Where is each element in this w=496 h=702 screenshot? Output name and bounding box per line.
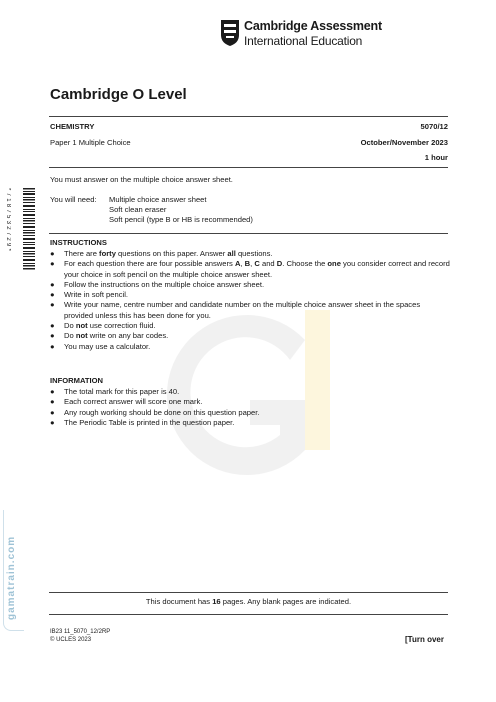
paper-name: Paper 1 Multiple Choice (50, 138, 131, 147)
exam-session: October/November 2023 (360, 138, 448, 147)
information-heading: INFORMATION (50, 376, 104, 385)
page-count-note: This document has 16 pages. Any blank pages are indicated. (145, 597, 352, 606)
list-item: ● Each correct answer will score one mark. (50, 397, 203, 407)
list-item: ● Write your name, centre number and candidate number on the multiple choice answer sheet in the spaces provided unless this has been done for you. (50, 300, 421, 320)
gamatrain-text: gamatrain.com (6, 535, 17, 620)
list-item: ● The Periodic Table is printed in the question paper. (50, 417, 235, 427)
page-title: Cambridge O Level (50, 86, 187, 103)
list-item: ● Do not use correction fluid. (50, 321, 156, 331)
list-item: ● For each question there are four possible answers A, B, C and D. Choose the one you consider correct and record your choice in soft pencil on the multiple choice answer sheet. (50, 259, 450, 279)
list-item: ● There are forty questions on this paper. Answer all questions. (50, 249, 273, 258)
need-label: You will need: (50, 195, 97, 204)
shield-logo-icon (220, 19, 240, 47)
divider (49, 116, 448, 117)
list-item: ● You may use a calculator. (50, 341, 151, 351)
divider (49, 233, 448, 234)
logo-line-1: Cambridge Assessment (244, 19, 382, 33)
need-item: Multiple choice answer sheet (109, 195, 207, 204)
turn-over: [Turn over (405, 635, 444, 644)
barcode-number-text: * 7 1 8 7 5 3 2 7 2 9 * (5, 188, 11, 252)
watermark-bracket (3, 510, 24, 631)
copyright: © UCLES 2023 (50, 637, 92, 643)
list-item: ● The total mark for this paper is 40. (50, 387, 180, 396)
barcode-number (3, 188, 11, 270)
duration: 1 hour (424, 153, 448, 162)
divider (49, 614, 448, 615)
subject: CHEMISTRY (50, 122, 95, 131)
divider (49, 167, 448, 168)
instructions-heading: INSTRUCTIONS (50, 238, 107, 247)
list-item: ● Write in soft pencil. (50, 290, 129, 300)
cambridge-logo (220, 19, 380, 49)
need-item: Soft clean eraser (109, 205, 167, 214)
instructions-list (48, 249, 450, 352)
barcode (15, 188, 35, 270)
list-item: ● Do not write on any bar codes. (50, 331, 169, 341)
list-item: ● Any rough working should be done on this question paper. (50, 407, 260, 417)
answer-note: You must answer on the multiple choice answer sheet. (50, 175, 233, 184)
list-item: ● Follow the instructions on the multiple choice answer sheet. (50, 279, 265, 289)
reference-code: IB23 11_5070_12/2RP (50, 629, 111, 635)
logo-line-2: International Education (244, 34, 363, 48)
information-list (48, 387, 450, 428)
divider (49, 592, 448, 593)
need-item: Soft pencil (type B or HB is recommended) (109, 215, 253, 224)
paper-code: 5070/12 (420, 122, 448, 131)
